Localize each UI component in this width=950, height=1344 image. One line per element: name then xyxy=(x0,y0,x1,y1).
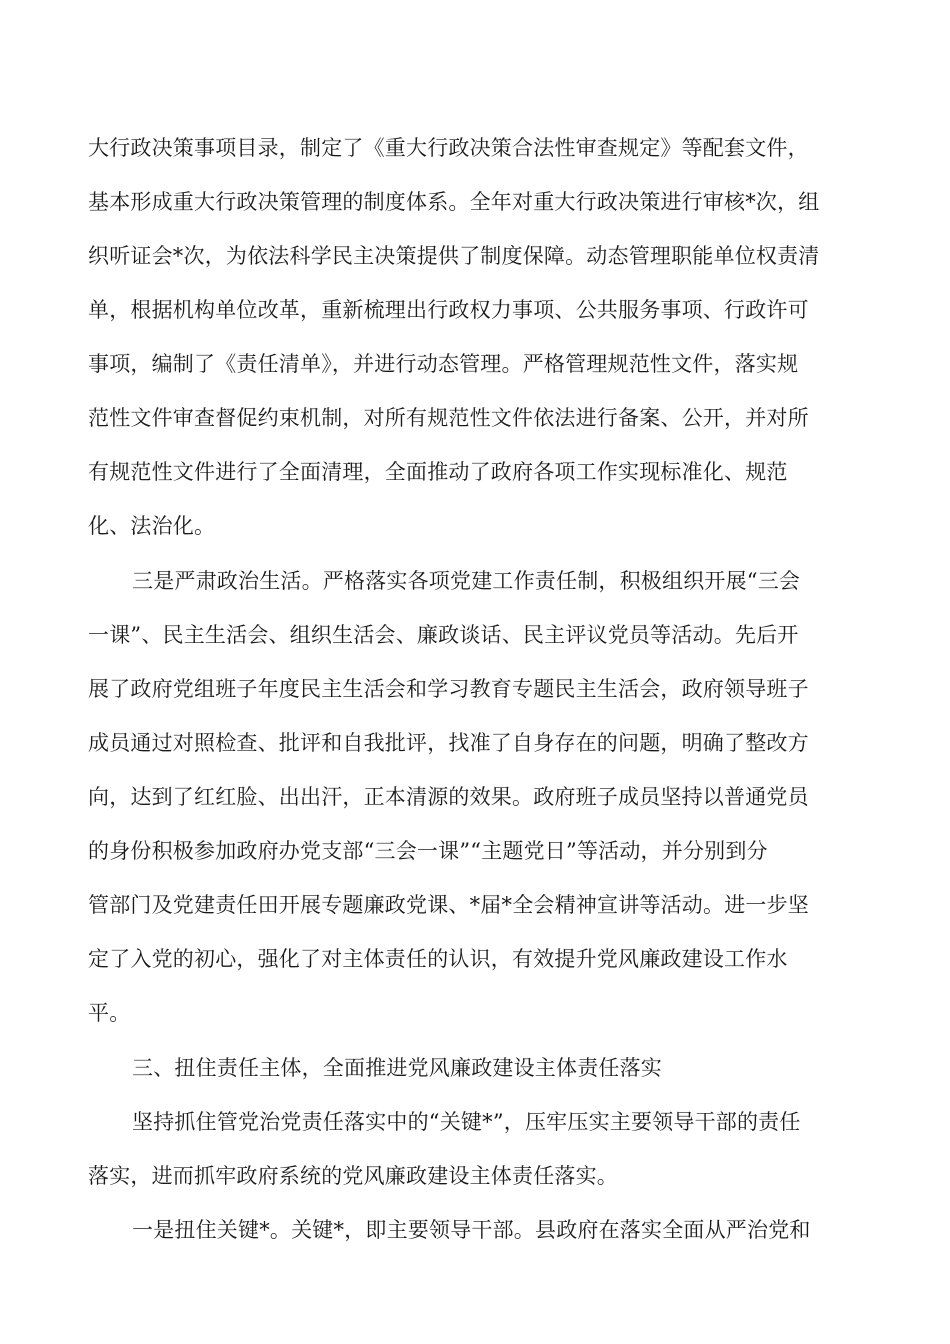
text-line: 有规范性文件进行了全面清理，全面推动了政府各项工作实现标准化、规范 xyxy=(88,460,788,484)
text-line: 单，根据机构单位改革，重新梳理出行政权力事项、公共服务事项、行政许可 xyxy=(88,298,809,322)
text-line: 的身份积极参加政府办党支部“三会一课”“主题党日”等活动，并分别到分 xyxy=(88,839,768,863)
text-line: 织听证会*次，为依法科学民主决策提供了制度保障。动态管理职能单位权责清 xyxy=(88,244,820,268)
paragraph-start-line: 三是严肃政治生活。严格落实各项党建工作责任制，积极组织开展“三会 xyxy=(132,569,801,593)
text-line: 管部门及党建责任田开展专题廉政党课、*届*全会精神宣讲等活动。进一步坚 xyxy=(88,893,809,917)
text-line: 一课”、民主生活会、组织生活会、廉政谈话、民主评议党员等活动。先后开 xyxy=(88,623,799,647)
paragraph-start-line: 坚持抓住管党治党责任落实中的“关键*”，压牢压实主要领导干部的责任 xyxy=(132,1110,801,1134)
text-line: 向，达到了红红脸、出出汗，正本清源的效果。政府班子成员坚持以普通党员 xyxy=(88,785,809,809)
text-line: 基本形成重大行政决策管理的制度体系。全年对重大行政决策进行审核*次，组 xyxy=(88,190,820,214)
paragraph-start-line: 一是扭住关键*。关键*，即主要领导干部。县政府在落实全面从严治党和 xyxy=(132,1218,811,1242)
text-line: 展了政府党组班子年度民主生活会和学习教育专题民主生活会，政府领导班子 xyxy=(88,677,809,701)
section-heading: 三、扭住责任主体，全面推进党风廉政建设主体责任落实 xyxy=(132,1056,662,1080)
text-line: 落实，进而抓牢政府系统的党风廉政建设主体责任落实。 xyxy=(88,1164,618,1188)
text-line: 成员通过对照检查、批评和自我批评，找准了自身存在的问题，明确了整改方 xyxy=(88,731,809,755)
text-line: 化、法治化。 xyxy=(88,514,216,538)
text-line: 平。 xyxy=(88,1001,131,1025)
text-line: 大行政决策事项目录，制定了《重大行政决策合法性审查规定》等配套文件， xyxy=(88,136,809,160)
text-line: 事项，编制了《责任清单》，并进行动态管理。严格管理规范性文件，落实规 xyxy=(88,352,799,376)
text-line: 范性文件审查督促约束机制，对所有规范性文件依法进行备案、公开，并对所 xyxy=(88,406,809,430)
text-line: 定了入党的初心，强化了对主体责任的认识，有效提升党风廉政建设工作水 xyxy=(88,947,788,971)
